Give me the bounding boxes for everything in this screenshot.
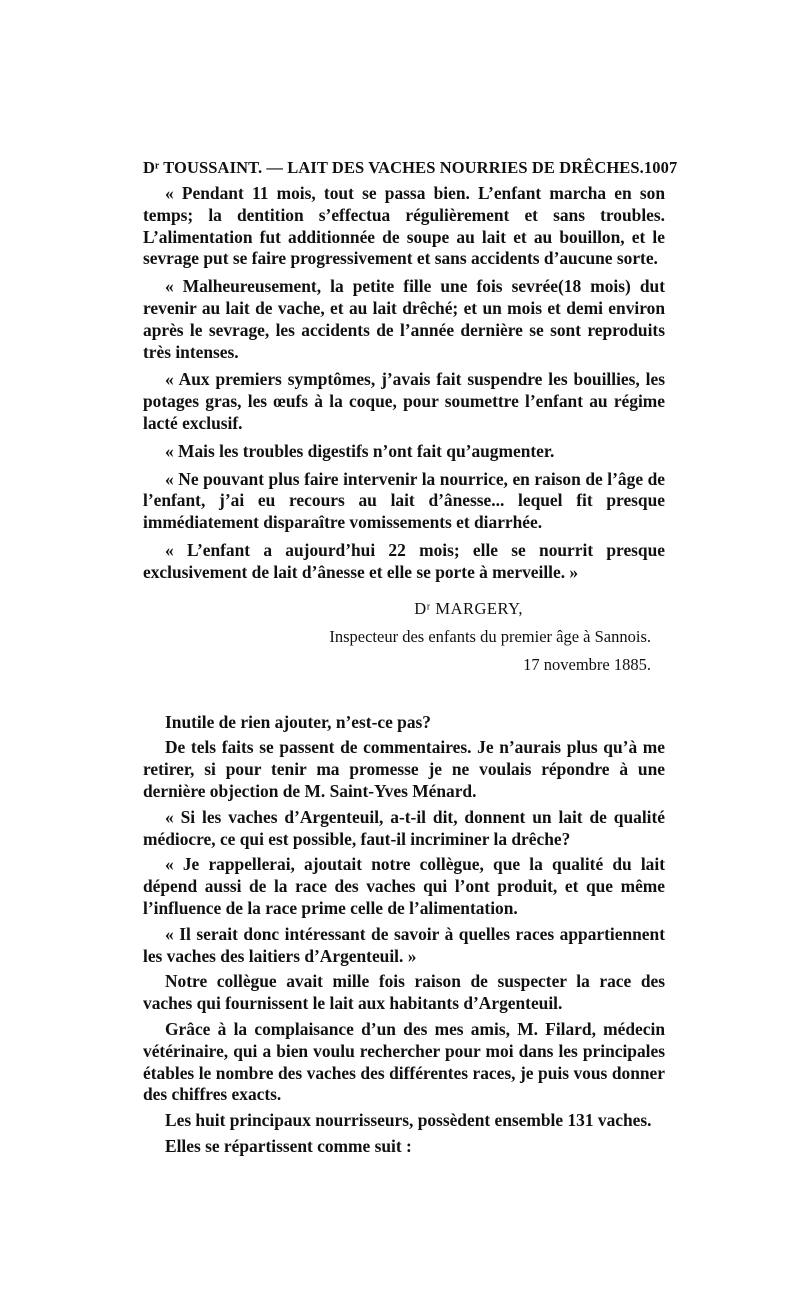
letter-paragraph: « Aux premiers symptômes, j’avais fait suspendre les bouillies, les potages gras, les œufs à la coque, pour soumettre l’enfant au régime lacté exclusif. [143,369,665,433]
body-paragraph: « Si les vaches d’Argenteuil, a-t-il dit, donnent un lait de qualité médiocre, ce qui est possible, faut-il incriminer la drêche? [143,806,665,849]
body-paragraph: Inutile de rien ajouter, n’est-ce pas? [165,711,431,732]
body-text [143,712,665,1158]
body-paragraph: Les huit principaux nourrisseurs, possèdent ensemble 131 vaches. [165,1110,652,1131]
body-paragraph: Elles se répartissent comme suit : [165,1135,412,1156]
body-paragraph: « Il serait donc intéressant de savoir à quelles races appartiennent les vaches des laitiers d’Argenteuil. » [143,923,665,966]
letter-paragraph: « Mais les troubles digestifs n’ont fait qu’augmenter. [165,440,555,461]
body-paragraph: De tels faits se passent de commentaires. Je n’aurais plus qu’à me retirer, si pour tenir ma promesse je ne voulais répondre à une dernière objection de M. Saint-Yves Ménard. [143,737,665,801]
letter-paragraph: « Malheureusement, la petite fille une fois sevrée(18 mois) dut revenir au lait de vache, et au lait drêché; et un mois et demi environ après le sevrage, les accidents de l’année dernière se sont reproduits très intenses. [143,276,665,362]
running-head-title: Dʳ TOUSSAINT. — LAIT DES VACHES NOURRIES DE DRÊCHES. [143,158,644,177]
page-number: 1007 [643,158,678,177]
running-head [143,157,678,179]
letter-paragraph: « Pendant 11 mois, tout se passa bien. L’enfant marcha en son temps; la dentition s’effectua régulièrement et sans troubles. L’alimentation fut additionnée de soupe au lait et au bouillon, et le sevrage put se faire progressivement et sans accidents d’aucune sorte. [143,183,665,269]
body-paragraph: Notre collègue avait mille fois raison de suspecter la race des vaches qui fournissent le lait aux habitants d’Argenteuil. [143,971,665,1014]
letter-paragraph: « Ne pouvant plus faire intervenir la nourrice, en raison de l’âge de l’enfant, j’ai eu recours au lait d’ânesse... lequel fit presque immédiatement disparaître vomissements et diarrhée. [143,468,665,533]
signature-date: 17 novembre 1885. [523,654,651,674]
body-paragraph: Grâce à la complaisance d’un des mes amis, M. Filard, médecin vétérinaire, qui a bien voulu rechercher pour moi dans les principales étables le nombre des vaches des différentes races, je puis vous donner des chiffres exacts. [143,1018,665,1105]
document-page [143,157,678,1162]
signature-role: Inspecteur des enfants du premier âge à Sannois. [329,626,651,646]
signature-block [143,598,665,676]
signature-name: Dʳ MARGERY, [414,598,523,618]
letter-paragraph: « L’enfant a aujourd’hui 22 mois; elle se nourrit presque exclusivement de lait d’ânesse et elle se porte à merveille. » [143,539,665,582]
quoted-letter [143,183,665,584]
body-paragraph: « Je rappellerai, ajoutait notre collègue, que la qualité du lait dépend aussi de la race des vaches qui l’ont produit, et que même l’influence de la race prime celle de l’alimentation. [143,854,665,918]
